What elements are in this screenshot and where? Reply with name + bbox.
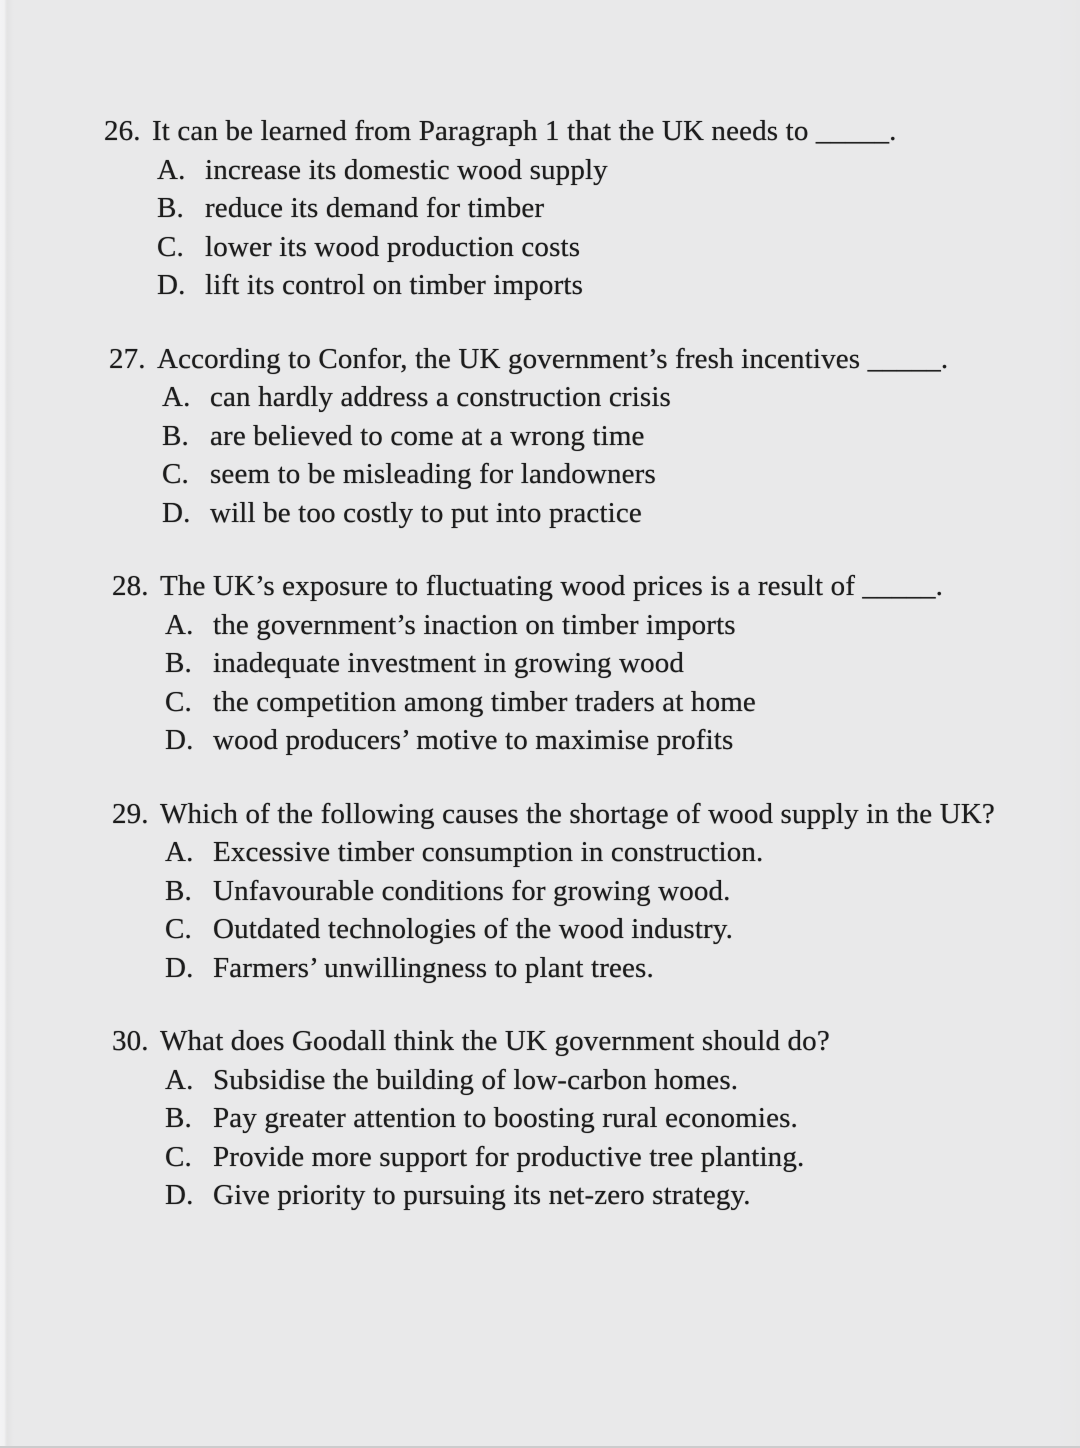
question-line [112,1022,1080,1061]
question-block-27 [0,340,1080,533]
option-text: lower its wood production costs [205,230,581,263]
option-row [109,455,1080,494]
option-row [109,378,1080,417]
option-row [112,644,1080,683]
option-text: are believed to come at a wrong time [210,419,645,452]
option-row [112,1138,1080,1177]
question-block-29 [0,795,1080,988]
option-letter: A. [162,381,191,413]
question-text: What does Goodall think the UK government should do? [160,1025,830,1057]
option-text: the competition among timber traders at home [213,685,756,718]
option-text: seem to be misleading for landowners [210,458,656,490]
question-line [104,112,1080,151]
option-letter: D. [162,496,191,529]
option-row [104,189,1080,228]
option-row [109,494,1080,533]
option-row [112,872,1080,911]
option-letter: B. [165,647,192,679]
option-letter: B. [165,874,192,907]
option-text: the government’s inaction on timber imports [213,608,736,641]
option-letter: C. [162,458,189,490]
option-row [104,266,1080,305]
option-text: Outdated technologies of the wood industry. [213,913,734,945]
question-number: 30. [112,1025,149,1057]
question-line [112,795,1080,834]
option-letter: C. [165,685,192,718]
option-row [112,683,1080,722]
option-text: lift its control on timber imports [205,269,584,301]
question-number: 27. [109,342,146,375]
option-letter: D. [165,1179,194,1211]
option-letter: B. [165,1102,192,1134]
question-line [112,567,1080,606]
option-text: can hardly address a construction crisis [210,381,671,413]
option-text: Subsidise the building of low-carbon homes. [213,1063,739,1096]
option-letter: B. [157,192,184,224]
question-number: 26. [104,115,141,147]
option-letter: C. [165,1140,192,1173]
option-row [104,228,1080,267]
option-row [112,606,1080,645]
option-text: Pay greater attention to boosting rural economies. [213,1102,798,1134]
option-text: Provide more support for productive tree planting. [213,1140,805,1173]
question-text: Which of the following causes the shortage of wood supply in the UK? [160,797,995,830]
question-text: The UK’s exposure to fluctuating wood prices is a result of _____. [160,570,944,602]
option-row [112,1061,1080,1100]
option-text: increase its domestic wood supply [205,153,608,186]
option-letter: A. [165,608,194,641]
option-letter: A. [165,836,194,868]
option-letter: C. [157,230,184,263]
option-letter: B. [162,419,189,452]
option-text: wood producers’ motive to maximise profits [213,724,734,756]
option-row [112,910,1080,949]
question-block-28 [0,567,1080,760]
option-text: will be too costly to put into practice [210,496,642,529]
option-row [104,151,1080,190]
option-row [112,833,1080,872]
option-row [112,949,1080,988]
option-text: Farmers’ unwillingness to plant trees. [213,951,654,984]
questions-section [0,112,1080,1250]
option-text: Give priority to pursuing its net-zero strategy. [213,1179,751,1211]
option-letter: D. [165,951,194,984]
option-letter: C. [165,913,192,945]
option-row [112,721,1080,760]
option-letter: A. [165,1063,194,1096]
question-number: 28. [112,570,149,602]
question-text: According to Confor, the UK government’s fresh incentives _____. [157,342,949,375]
question-text: It can be learned from Paragraph 1 that the UK needs to _____. [152,115,897,147]
option-letter: A. [157,153,186,186]
option-letter: D. [165,724,194,756]
option-row [112,1176,1080,1215]
question-block-30 [0,1022,1080,1215]
option-text: inadequate investment in growing wood [213,647,685,679]
question-line [109,340,1080,379]
option-row [112,1099,1080,1138]
option-row [109,417,1080,456]
option-letter: D. [157,269,186,301]
question-block-26 [0,112,1080,305]
option-text: Unfavourable conditions for growing wood. [213,874,731,907]
question-number: 29. [112,797,149,830]
option-text: reduce its demand for timber [205,192,545,224]
option-text: Excessive timber consumption in construction. [213,836,764,868]
